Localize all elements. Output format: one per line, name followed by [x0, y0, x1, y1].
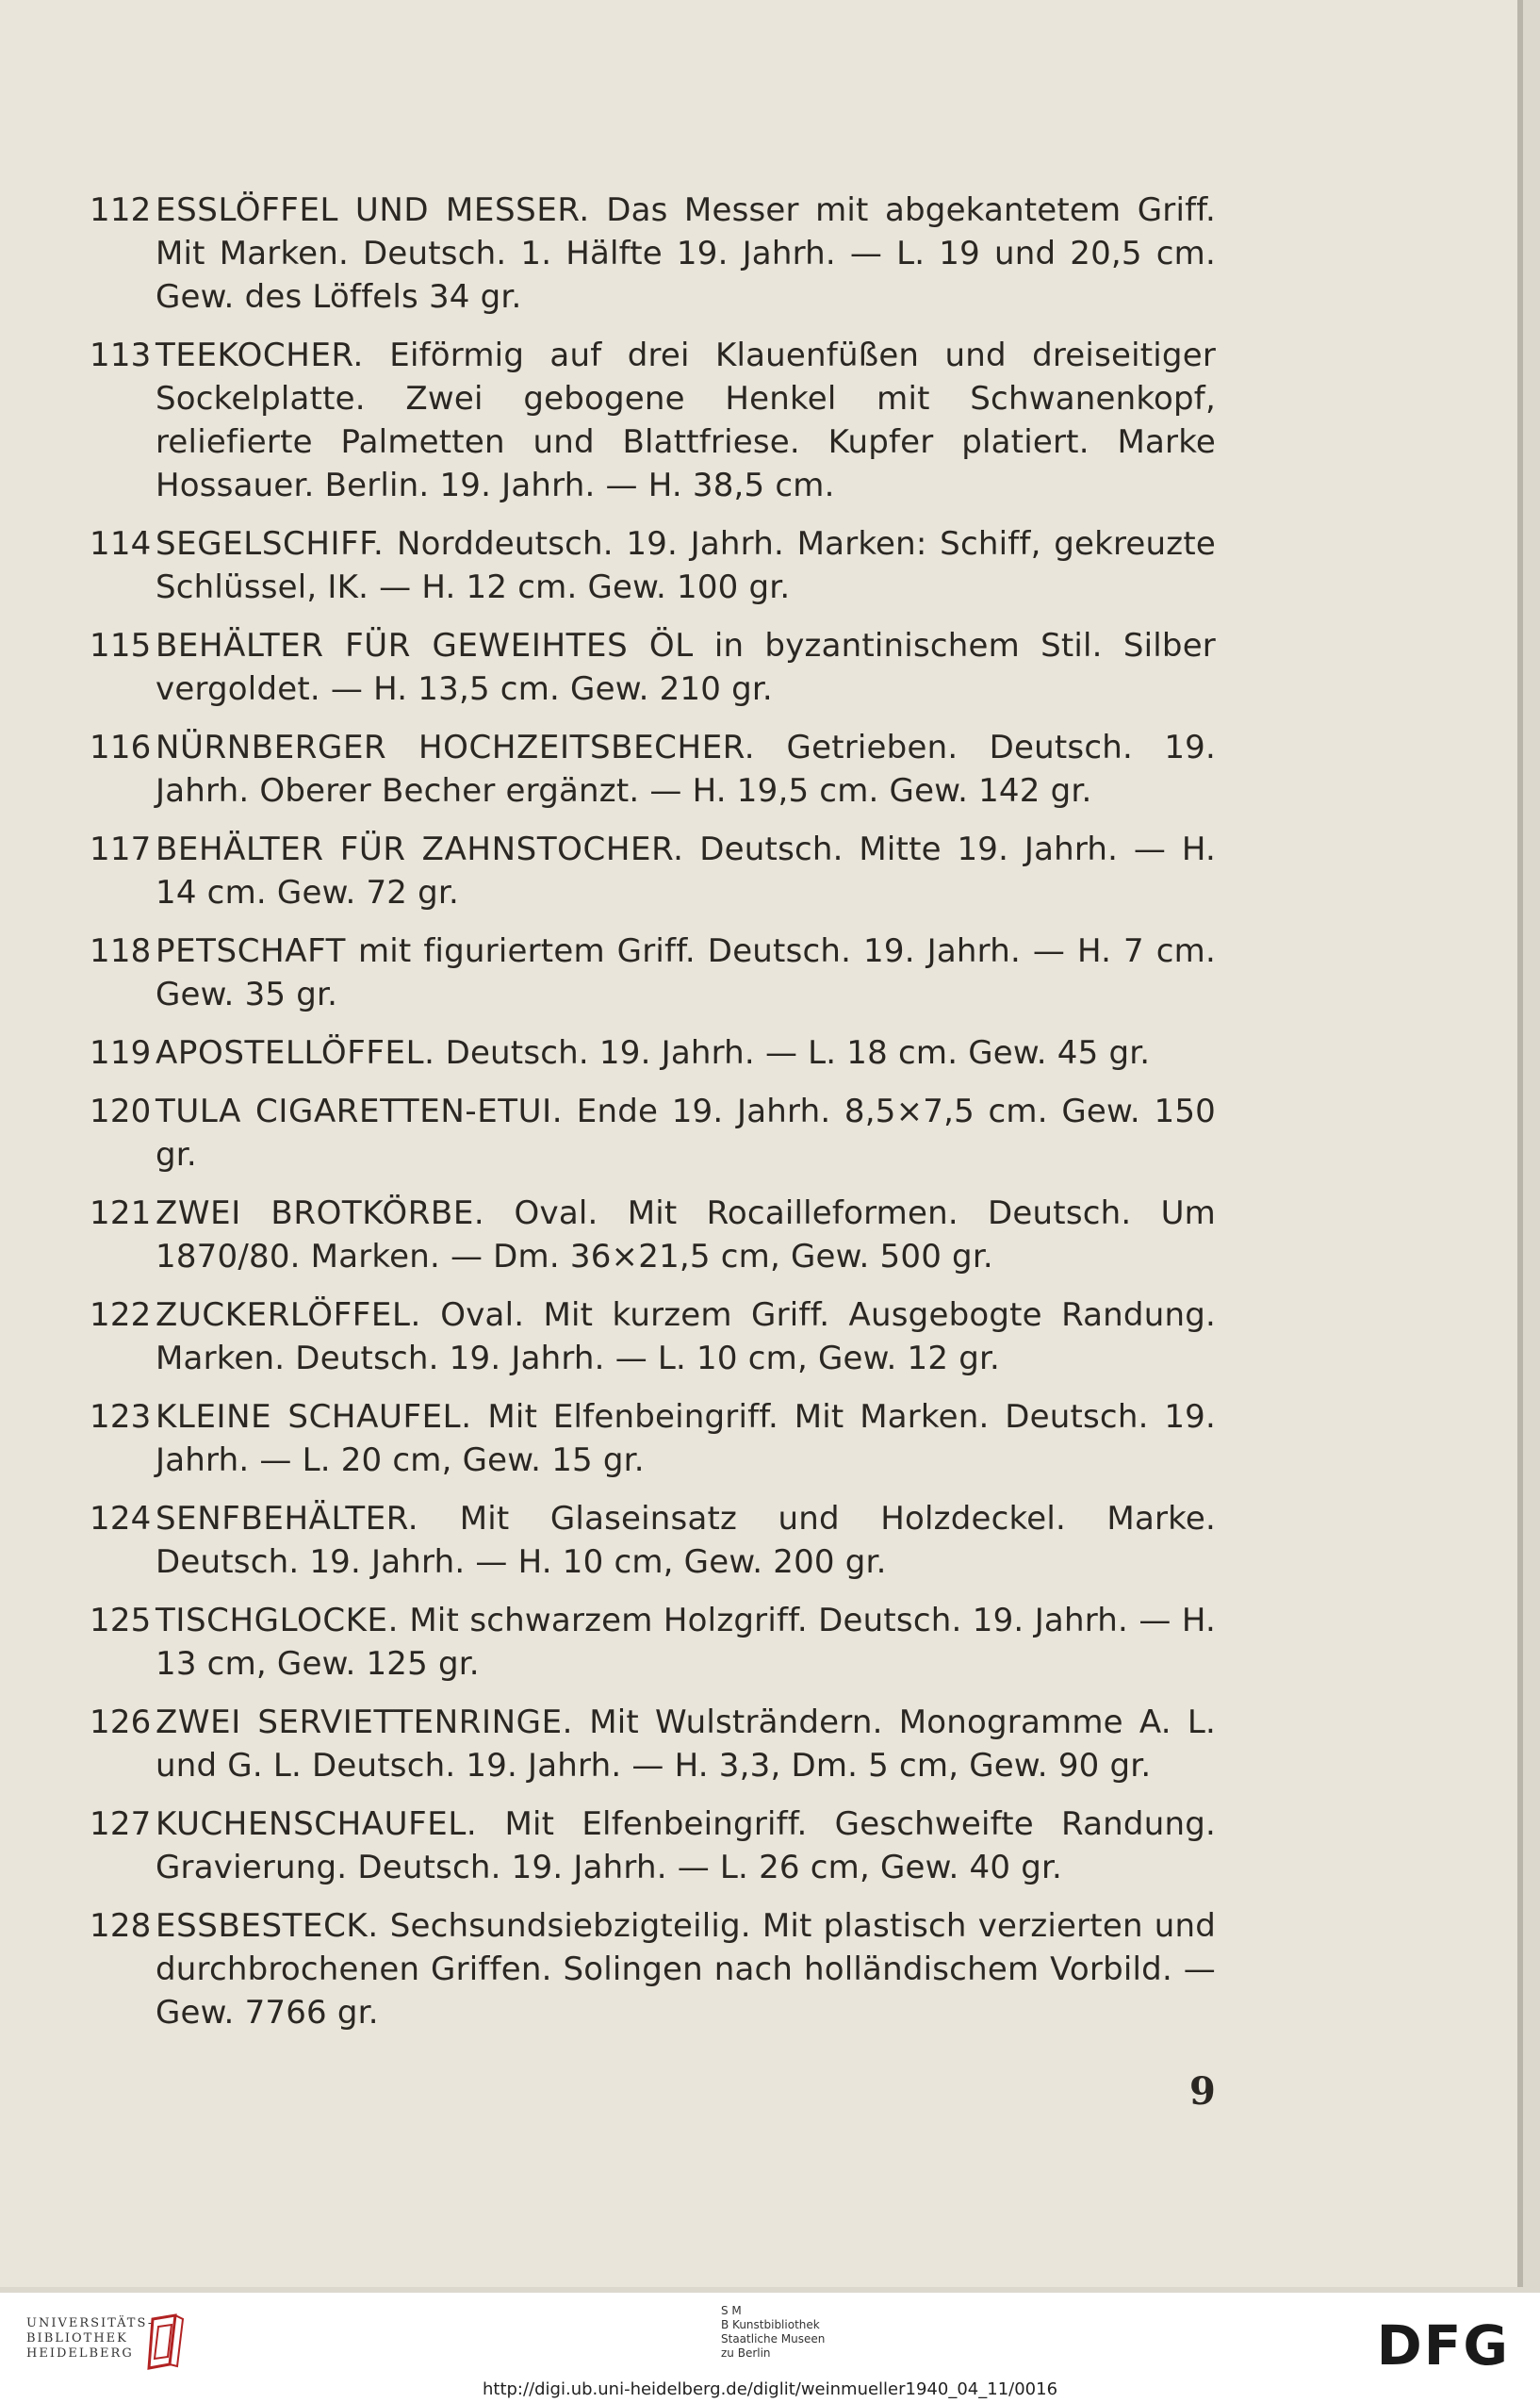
logo-line: HEIDELBERG: [26, 2346, 134, 2361]
stamp-line: S M: [721, 2304, 742, 2317]
entry-text: Mit Wulsträndern. Monogramme A. L. und G. L. Deutsch. 19. Jahrh. — H. 3,3, Dm. 5 cm, Gew. 90 gr.: [156, 1703, 1216, 1785]
entry-heading: NÜRNBERGER HOCHZEITSBECHER.: [156, 729, 756, 766]
entry-text: in byzantinischem Stil. Silber vergoldet. — H. 13,5 cm. Gew. 210 gr.: [156, 627, 1216, 708]
entry-text: Ende 19. Jahrh. 8,5×7,5 cm. Gew. 150 gr.: [156, 1093, 1216, 1174]
entry-text: mit figuriertem Griff. Deutsch. 19. Jahrh. — H. 7 cm. Gew. 35 gr.: [156, 932, 1216, 1013]
entry-heading: KUCHENSCHAUFEL.: [156, 1805, 478, 1843]
entry-number: 116: [90, 729, 152, 766]
entry-heading: TEEKOCHER.: [156, 337, 364, 374]
entry-number: 115: [90, 627, 152, 665]
entry-text: Deutsch. Mitte 19. Jahrh. — H. 14 cm. Gew. 72 gr.: [156, 831, 1217, 912]
entry-heading: ESSBESTECK.: [156, 1907, 379, 1945]
stamp-line: Staatliche Museen: [721, 2332, 826, 2345]
stamp-line: zu Berlin: [721, 2346, 771, 2360]
entry-number: 120: [90, 1093, 152, 1130]
entry-text: Deutsch. 19. Jahrh. — L. 18 cm. Gew. 45 gr.: [445, 1034, 1151, 1072]
entry-heading: KLEINE SCHAUFEL.: [156, 1398, 472, 1436]
catalog-entry: [90, 624, 1216, 711]
library-stamp: [721, 2304, 825, 2361]
catalog-entry: [90, 1395, 1216, 1482]
entry-number: 128: [90, 1907, 152, 1945]
entry-text: Mit Glaseinsatz und Holzdeckel. Marke. Deutsch. 19. Jahrh. — H. 10 cm, Gew. 200 gr.: [156, 1500, 1216, 1581]
entry-heading: TULA CIGARETTEN-ETUI.: [156, 1093, 564, 1130]
entry-number: 112: [90, 191, 152, 229]
catalog-entry: [90, 1701, 1216, 1787]
entry-heading: TISCHGLOCKE.: [156, 1602, 400, 1639]
stamp-line: B Kunstbibliothek: [721, 2318, 820, 2331]
entry-number: 117: [90, 831, 152, 868]
entry-heading: ESSLÖFFEL UND MESSER.: [156, 191, 590, 229]
entry-text: Eiförmig auf drei Klauenfüßen und dreiseitiger Sockelplatte. Zwei gebogene Henkel mit Schwanenkopf, reliefierte Palmetten und Blattfriese. Kupfer platiert. Marke Hossauer. Berlin. 19. Jahrh. — H. 38,5 cm.: [156, 337, 1217, 504]
catalog-entries: [90, 189, 1216, 2049]
catalog-entry: [90, 1497, 1216, 1584]
entry-number: 119: [90, 1034, 152, 1072]
entry-text: Das Messer mit abgekantetem Griff. Mit Marken. Deutsch. 1. Hälfte 19. Jahrh. — L. 19 und 20,5 cm. Gew. des Löffels 34 gr.: [156, 191, 1216, 316]
catalog-entry: [90, 1031, 1216, 1075]
catalog-entry: [90, 930, 1216, 1016]
entry-number: 126: [90, 1703, 152, 1741]
entry-text: Norddeutsch. 19. Jahrh. Marken: Schiff, gekreuzte Schlüssel, IK. — H. 12 cm. Gew. 100 gr.: [156, 525, 1216, 606]
entry-number: 127: [90, 1805, 152, 1843]
logo-line: BIBLIOTHEK: [26, 2331, 128, 2345]
entry-heading: ZWEI BROTKÖRBE.: [156, 1194, 485, 1232]
entry-heading: ZUCKERLÖFFEL.: [156, 1296, 421, 1334]
entry-text: Oval. Mit Rocailleformen. Deutsch. Um 1870/80. Marken. — Dm. 36×21,5 cm, Gew. 500 gr.: [156, 1194, 1216, 1276]
catalog-entry: [90, 828, 1216, 914]
entry-text: Sechsundsiebzigteilig. Mit plastisch verzierten und durchbrochenen Griffen. Solingen nach holländischem Vorbild. — Gew. 7766 gr.: [156, 1907, 1217, 2032]
entry-number: 125: [90, 1602, 152, 1639]
entry-number: 121: [90, 1194, 152, 1232]
entry-text: Getrieben. Deutsch. 19. Jahrh. Oberer Becher ergänzt. — H. 19,5 cm. Gew. 142 gr.: [156, 729, 1216, 810]
entry-text: Mit Elfenbeingriff. Mit Marken. Deutsch. 19. Jahrh. — L. 20 cm, Gew. 15 gr.: [156, 1398, 1216, 1479]
dfg-logo: DFG: [1376, 2313, 1510, 2378]
university-library-logo: [26, 2316, 154, 2362]
entry-text: Mit schwarzem Holzgriff. Deutsch. 19. Jahrh. — H. 13 cm, Gew. 125 gr.: [156, 1602, 1216, 1683]
catalog-entry: [90, 1904, 1216, 2034]
viewer-footer: [0, 2293, 1540, 2403]
entry-number: 122: [90, 1296, 152, 1334]
logo-line: UNIVERSITÄTS-: [26, 2316, 155, 2330]
page-number: 9: [1189, 2069, 1216, 2114]
entry-number: 114: [90, 525, 152, 563]
entry-number: 124: [90, 1500, 152, 1538]
entry-number: 123: [90, 1398, 152, 1436]
entry-heading: ZWEI SERVIETTENRINGE.: [156, 1703, 574, 1741]
catalog-entry: [90, 334, 1216, 507]
catalog-entry: [90, 1599, 1216, 1686]
entry-heading: SEGELSCHIFF.: [156, 525, 385, 563]
catalog-entry: [90, 1802, 1216, 1889]
entry-text: Oval. Mit kurzem Griff. Ausgebogte Randung. Marken. Deutsch. 19. Jahrh. — L. 10 cm, Gew. 12 gr.: [156, 1296, 1216, 1377]
entry-heading: BEHÄLTER FÜR GEWEIHTES ÖL: [156, 627, 694, 665]
entry-heading: PETSCHAFT: [156, 932, 347, 970]
catalog-entry: [90, 1192, 1216, 1278]
catalog-entry: [90, 522, 1216, 609]
entry-number: 118: [90, 932, 152, 970]
catalog-entry: [90, 189, 1216, 319]
catalog-entry: [90, 726, 1216, 813]
entry-text: Mit Elfenbeingriff. Geschweifte Randung. Gravierung. Deutsch. 19. Jahrh. — L. 26 cm, Gew. 40 gr.: [156, 1805, 1216, 1886]
entry-heading: APOSTELLÖFFEL.: [156, 1034, 435, 1072]
university-emblem-icon: [141, 2312, 188, 2370]
entry-heading: SENFBEHÄLTER.: [156, 1500, 419, 1538]
catalog-entry: [90, 1293, 1216, 1380]
catalog-entry: [90, 1090, 1216, 1177]
entry-number: 113: [90, 337, 152, 374]
entry-heading: BEHÄLTER FÜR ZAHNSTOCHER.: [156, 831, 684, 868]
page-url[interactable]: http://digi.ub.uni-heidelberg.de/diglit/weinmueller1940_04_11/0016: [482, 2379, 1058, 2399]
